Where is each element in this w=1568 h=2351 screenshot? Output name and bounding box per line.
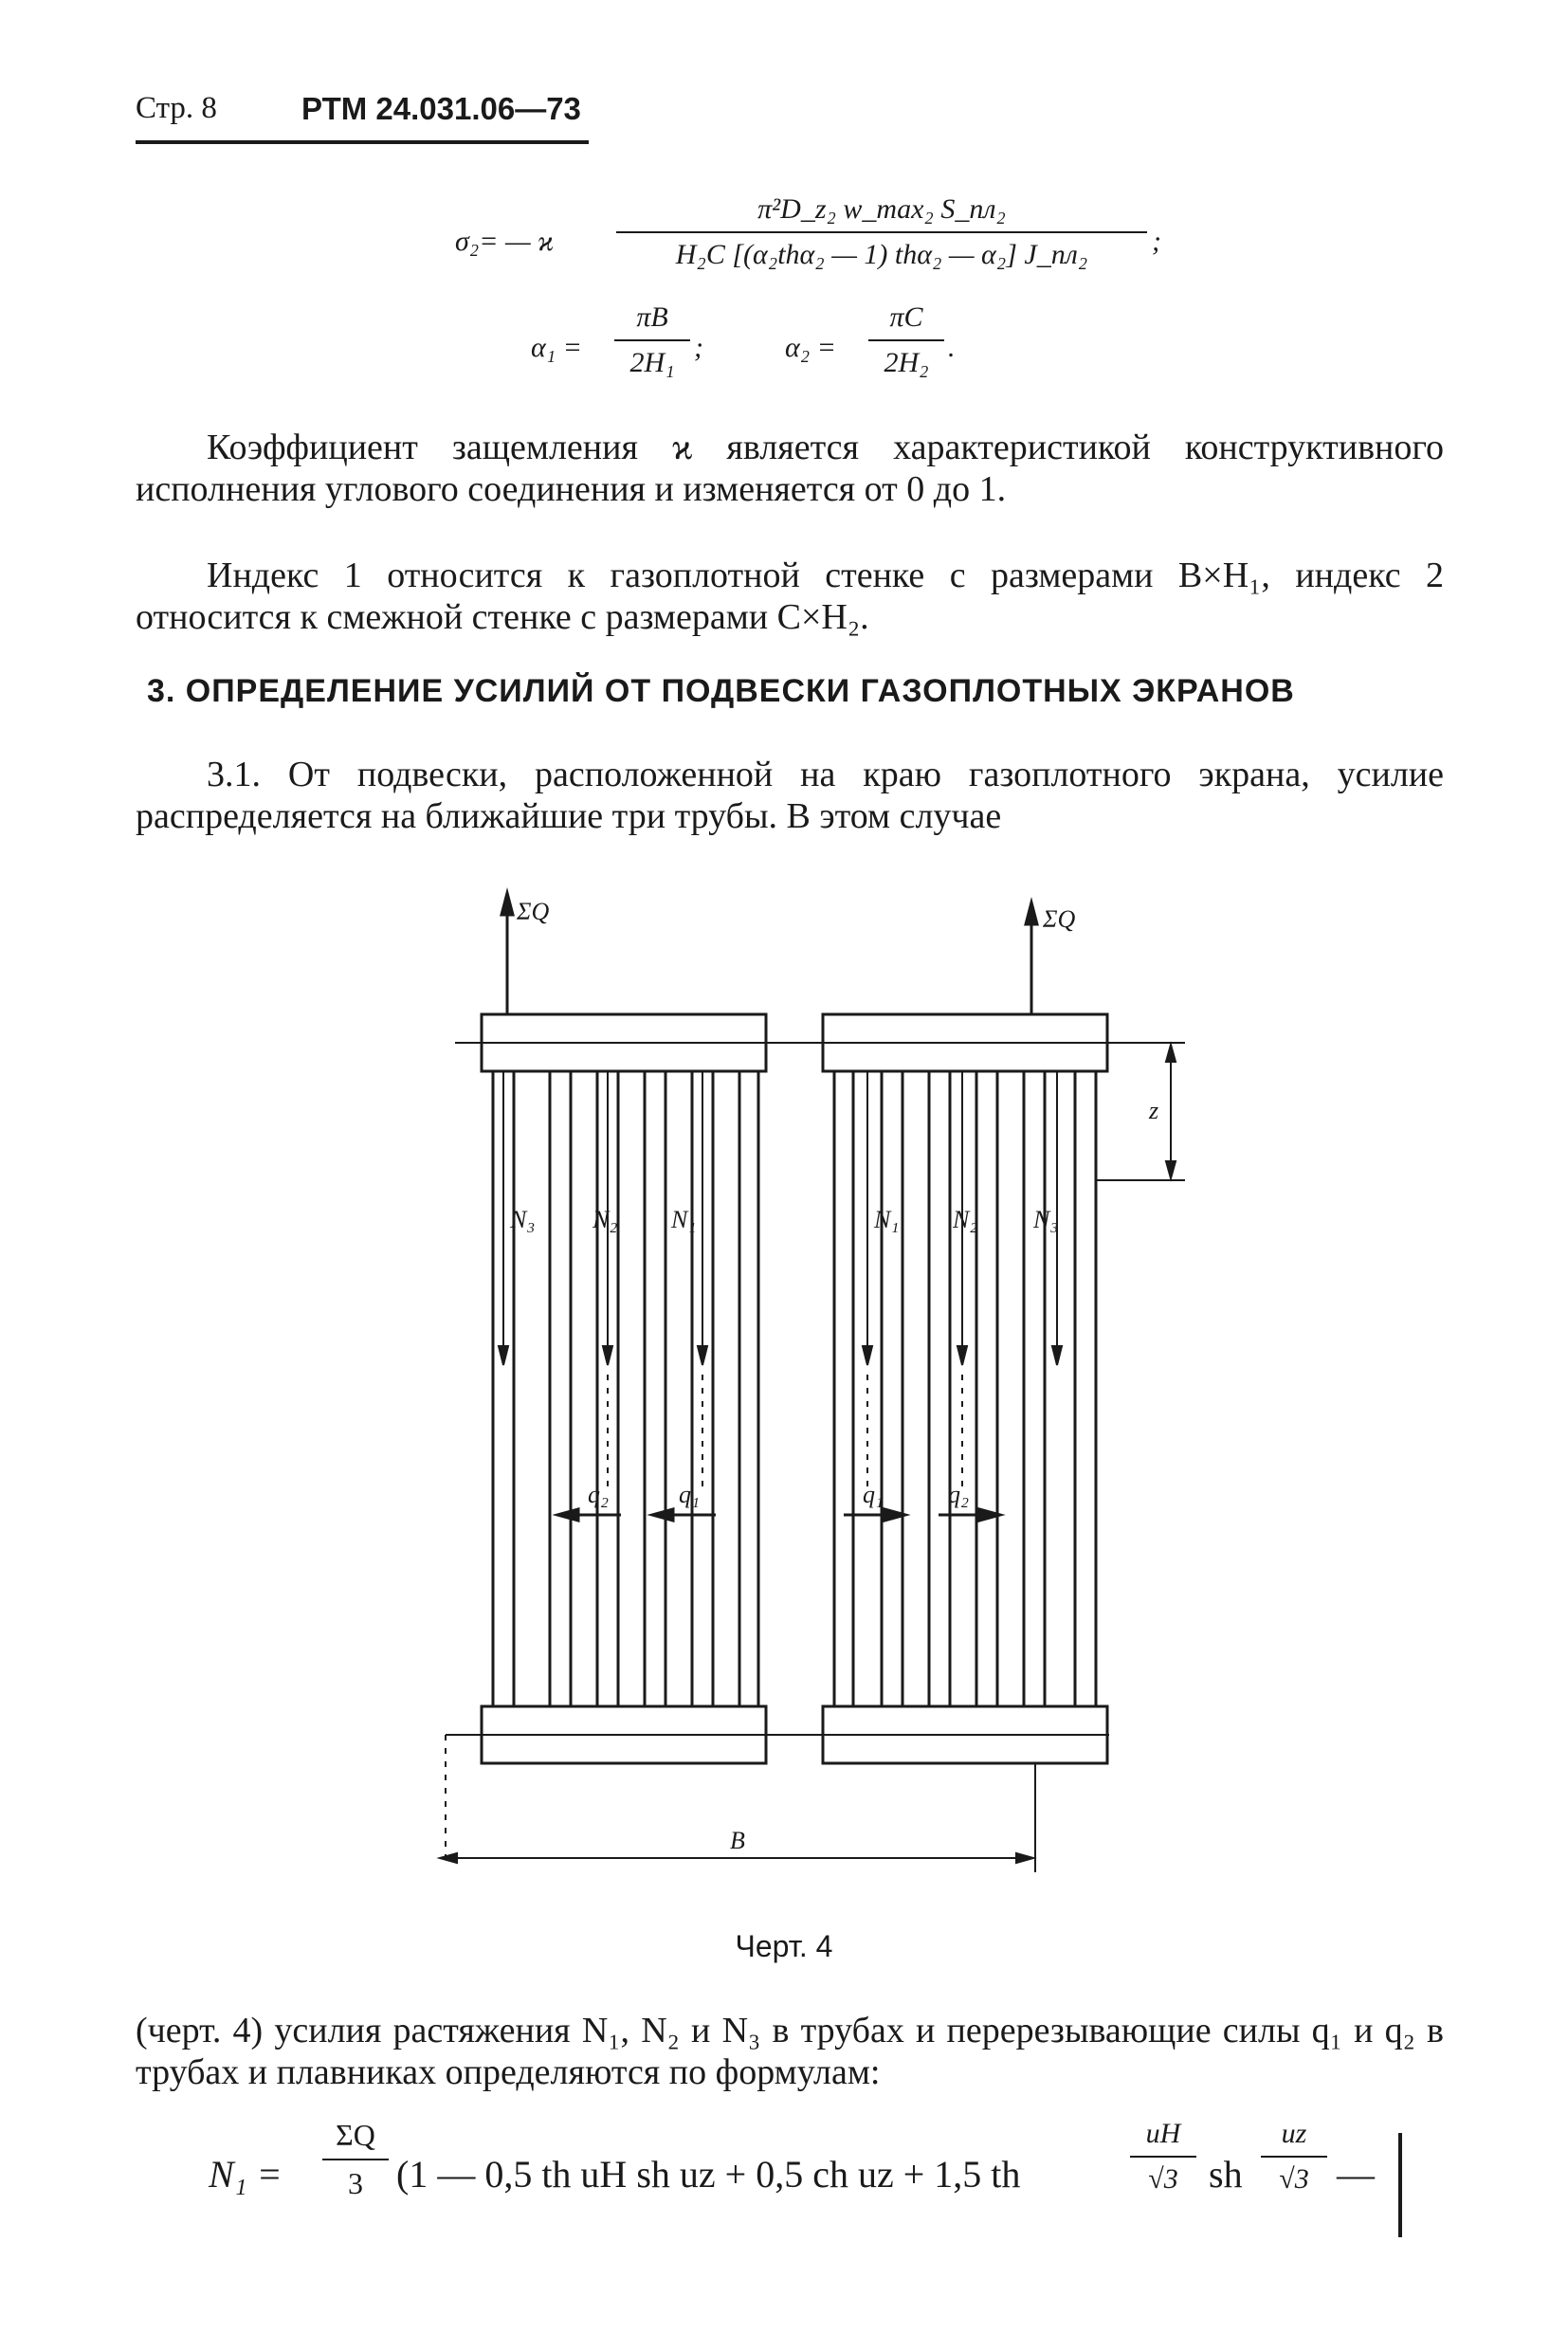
n1-body-b: sh [1209, 2153, 1243, 2196]
tube-label-left-n3: N₃ [510, 1206, 536, 1233]
dimension-z-label: z [1149, 1097, 1159, 1124]
n1-body-a: (1 — 0,5 th uH sh uz + 0,5 ch uz + 1,5 th [396, 2153, 1021, 2196]
paragraph-3-1 [136, 754, 1444, 837]
alpha1-numerator: πB [636, 301, 668, 333]
fraction-bar [1261, 2156, 1327, 2158]
dimension-b-label: B [730, 1827, 745, 1854]
sigma2-numerator: π²D_z₂ w_max₂ S_пл₂ [757, 193, 1006, 225]
n1-body-c: — [1337, 2153, 1375, 2196]
alpha2-end: . [948, 332, 956, 363]
fraction-bar [614, 339, 690, 341]
figure-4-diagram [446, 882, 1159, 1886]
sumq-fraction [322, 2118, 389, 2201]
arrow-head [501, 893, 513, 915]
uh-denominator: √3 [1148, 2163, 1178, 2195]
paragraph-index [136, 555, 1444, 638]
document-code: РТМ 24.031.06—73 [301, 91, 581, 126]
tube-label-right-n3: N₃ [1033, 1206, 1059, 1233]
alpha2-lhs: α₂ = [785, 332, 836, 363]
arrow-head [1026, 902, 1037, 924]
shear-label-left-q2: q₂ [588, 1481, 610, 1508]
uh-numerator: uH [1145, 2118, 1181, 2149]
shear-label-left-q1: q₁ [679, 1481, 701, 1508]
n1-lhs: N₁ = [209, 2153, 283, 2196]
fraction-bar [616, 231, 1147, 233]
paragraph-text: (черт. 4) усилия растяжения N₁, N₂ и N₃ в трубах и перерезывающие силы q₁ и q₂ в трубах и плавниках определяются по формулам: [136, 2011, 1444, 2092]
section-title: 3. ОПРЕДЕЛЕНИЕ УСИЛИЙ ОТ ПОДВЕСКИ ГАЗОПЛОТНЫХ ЭКРАНОВ [147, 673, 1295, 709]
alpha1-end: ; [694, 332, 703, 363]
page-header [136, 91, 589, 148]
force-label-left: ΣQ [517, 898, 550, 925]
alpha1-denominator: 2H₁ [629, 347, 675, 378]
uz-denominator: √3 [1279, 2163, 1309, 2195]
shear-label-right-q2: q₂ [948, 1481, 970, 1508]
uz-numerator: uz [1281, 2118, 1307, 2149]
screen-panels-drawing [446, 882, 1159, 1886]
fraction-bar [1130, 2156, 1196, 2158]
alpha2-fraction [868, 301, 944, 379]
paragraph-text: Коэффициент защемления ϰ является характеристикой конструктивного исполнения углового соединения и изменяется от 0 до 1. [136, 428, 1444, 509]
fraction-bar [322, 2159, 389, 2160]
sumq-numerator: ΣQ [336, 2118, 375, 2152]
fraction-bar [868, 339, 944, 341]
n1-formula [209, 2114, 1441, 2247]
sigma2-end: ; [1152, 226, 1161, 257]
tube-label-right-n1: N₁ [874, 1206, 900, 1233]
alpha1-lhs: α₁ = [531, 332, 582, 363]
uh-fraction [1130, 2118, 1196, 2196]
page-number: Стр. 8 [136, 91, 217, 125]
alpha2-numerator: πC [889, 301, 923, 333]
sumq-denominator: 3 [348, 2166, 363, 2200]
uz-fraction [1261, 2118, 1327, 2196]
alpha2-denominator: 2H₂ [884, 347, 929, 378]
paragraph-text: 3.1. От подвески, расположенной на краю газоплотного экрана, усилие распределяется на ближайшие три трубы. В этом случае [136, 755, 1444, 836]
sigma2-denominator: H₂C [(α₂thα₂ — 1) thα₂ — α₂] J_пл₂ [675, 239, 1088, 270]
sigma2-lhs: σ₂= — ϰ [455, 226, 555, 257]
shear-label-right-q1: q₁ [863, 1481, 884, 1508]
force-label-right: ΣQ [1043, 905, 1076, 933]
tube-label-right-n2: N₂ [953, 1206, 978, 1233]
tube-label-left-n2: N₂ [593, 1206, 618, 1233]
tube-label-left-n1: N₁ [671, 1206, 697, 1233]
left-tubes [493, 1071, 758, 1706]
figure-caption: Черт. 4 [735, 1929, 833, 1963]
bracket-bar [1398, 2133, 1402, 2237]
alpha1-fraction [614, 301, 690, 379]
top-formulas [446, 190, 1166, 398]
paragraph-forces [136, 2010, 1444, 2093]
header-rule [136, 140, 589, 144]
sigma2-fraction [616, 193, 1147, 271]
paragraph-clamping [136, 427, 1444, 510]
paragraph-text: Индекс 1 относится к газоплотной стенке с размерами B×H₁, индекс 2 относится к смежной стенке с размерами C×H₂. [136, 556, 1444, 637]
